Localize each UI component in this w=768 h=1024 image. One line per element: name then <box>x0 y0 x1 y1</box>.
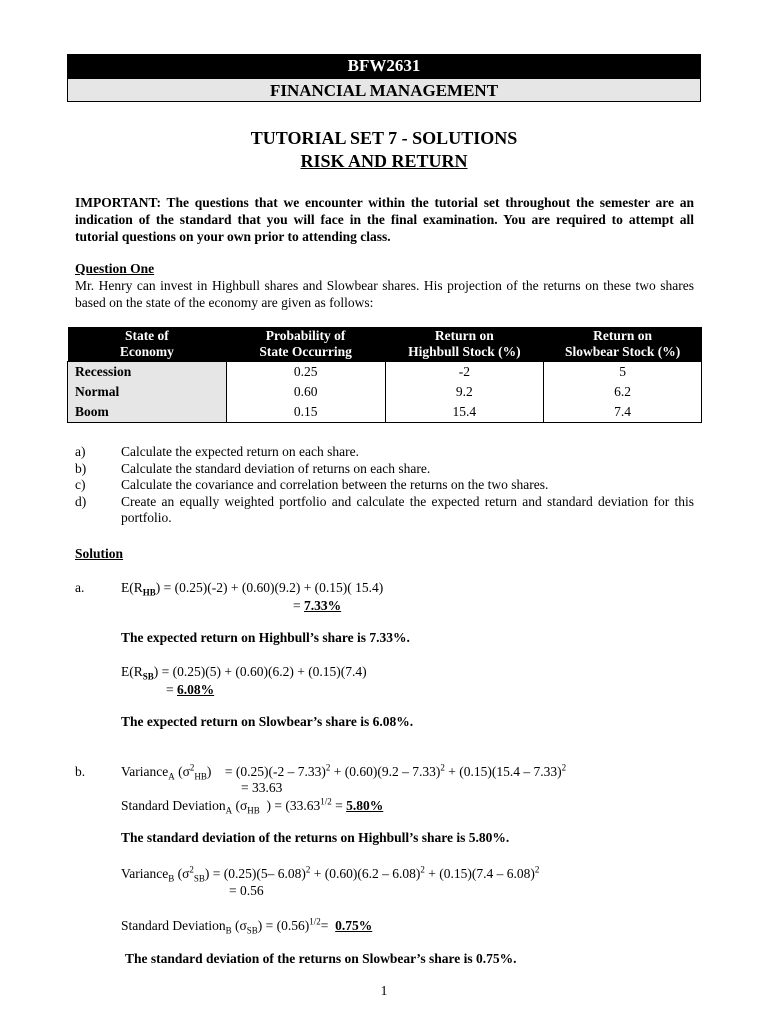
list-item: d) Create an equally weighted portfolio and calculate the expected return and standard deviation for this portfolio. <box>75 493 694 525</box>
course-name-bar: FINANCIAL MANAGEMENT <box>67 78 701 102</box>
solution-label-b: b. <box>75 764 86 779</box>
std-dev-sb-conclusion: The standard deviation of the returns on Slowbear’s share is 0.75%. <box>125 951 517 966</box>
expected-return-sb-result: = 6.08% <box>166 682 215 697</box>
solution-heading: Solution <box>75 546 124 561</box>
list-item: a) Calculate the expected return on each share. <box>75 444 360 459</box>
table-cell: 6.2 <box>544 382 702 402</box>
variance-sb-formula: Variance$_B$ $(\sigma^2_{SB}) = (0.25)(5-$ 6.08)$^2$ + (0.60)(6.2 – 6.08)$^2$ + (0.15)(7.4 – 6.08)$^2$ <box>121 864 540 884</box>
table-header-row <box>68 327 702 362</box>
expected-return-sb-conclusion: The expected return on Slowbear’s share is 6.08%. <box>121 714 414 729</box>
list-item: c) Calculate the covariance and correlation between the returns on the two shares. <box>75 477 549 492</box>
important-notice: IMPORTANT: The questions that we encounter within the tutorial set throughout the semester are an indication of the standard that you will face in the final examination. You are required to attempt all tutorial questions on your own prior to attending class. <box>75 195 694 244</box>
table-row <box>68 362 702 383</box>
question-heading: Question One <box>75 261 155 276</box>
expected-return-hb-conclusion: The expected return on Highbull’s share is 7.33%. <box>121 630 410 645</box>
table-row <box>68 402 702 423</box>
table-cell: 0.25 <box>226 362 385 383</box>
std-dev-hb-formula: Standard Deviation$_A$ ($\sigma_{HB}$ ) = ($33.63^{1/2} = 5.80\%$ <box>121 796 384 816</box>
table-cell: 5 <box>544 362 702 383</box>
column-header: Return on Highbull Stock (%) <box>385 327 544 362</box>
table-cell: Recession <box>68 362 227 383</box>
table-cell: 7.4 <box>544 402 702 423</box>
std-dev-hb-conclusion: The standard deviation of the returns on Highbull’s share is 5.80%. <box>121 830 510 845</box>
document-subtitle: RISK AND RETURN <box>300 151 468 171</box>
economy-returns-table <box>67 327 702 423</box>
expected-return-sb-formula: $E(R_{SB}) = (0.25)(5) + (0.60)(6.2) + (0.15)(7.4)$ <box>121 664 367 682</box>
course-code-bar: BFW2631 <box>67 54 701 78</box>
table-cell: 9.2 <box>385 382 544 402</box>
expected-return-hb-formula: $E(R_{HB}) = (0.25)(-2) + (0.60)(9.2) + (0.15)$( 15.4) <box>121 580 384 598</box>
variance-sb-value: = 0.56 <box>229 883 264 898</box>
table-cell: 0.60 <box>226 382 385 402</box>
variance-hb-formula: Variance$_A$ $(\sigma^2_{HB})$ = (0.25)(-2 – 7.33)$^2$ + (0.60)(9.2 – 7.33)$^2$ + (0.15)(15.4 – 7.33)$^2$ <box>121 762 567 782</box>
column-header: State of Economy <box>68 327 227 362</box>
list-item: b) Calculate the standard deviation of returns on each share. <box>75 460 431 476</box>
table-row <box>68 382 702 402</box>
table-cell: Boom <box>68 402 227 423</box>
table-cell: 0.15 <box>226 402 385 423</box>
question-text: Mr. Henry can invest in Highbull shares and Slowbear shares. His projection of the returns on these two shares based on the state of the economy are given as follows: <box>75 278 694 310</box>
variance-hb-value: = 33.63 <box>241 780 283 795</box>
page-number: 1 <box>380 983 388 998</box>
table-cell: -2 <box>385 362 544 383</box>
question-parts-list <box>75 444 694 527</box>
column-header: Probability of State Occurring <box>226 327 385 362</box>
table-cell: Normal <box>68 382 227 402</box>
column-header: Return on Slowbear Stock (%) <box>544 327 702 362</box>
table-cell: 15.4 <box>385 402 544 423</box>
std-dev-sb-formula: Standard Deviation$_B$ $(\sigma_{SB}) = (0.56)^{1/2}= 0.75\%$ <box>121 916 373 936</box>
document-title: TUTORIAL SET 7 - SOLUTIONS <box>250 128 518 148</box>
solution-label-a: a. <box>75 580 85 595</box>
expected-return-hb-result: = 7.33% <box>293 598 342 613</box>
